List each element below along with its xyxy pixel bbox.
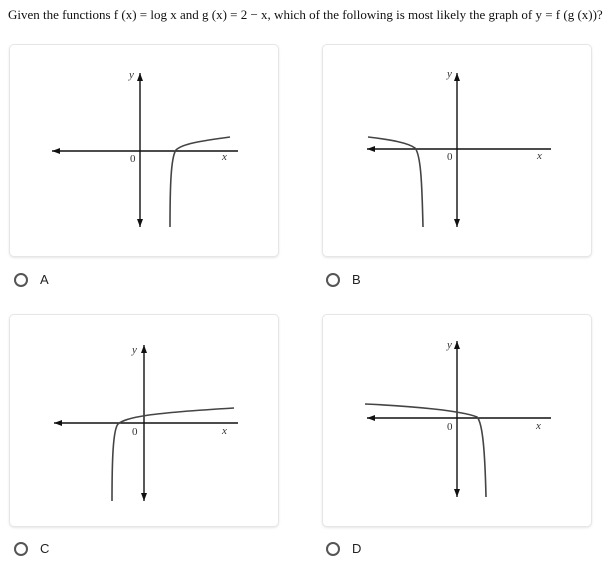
graph-a: [10, 45, 278, 256]
axes: [367, 341, 551, 497]
graph-card-d[interactable]: [323, 315, 591, 526]
question-text: Given the functions f (x) = log x and g (x) = 2 − x, which of the following is most likely the graph of y = f (g (x))?: [8, 7, 603, 22]
option-d-label: D: [352, 541, 362, 556]
option-b-label: B: [352, 272, 361, 287]
radio-b[interactable]: [326, 273, 340, 287]
y-axis-label: y: [132, 344, 137, 356]
origin-label: 0: [447, 421, 453, 433]
radio-a[interactable]: [14, 273, 28, 287]
option-c[interactable]: [14, 541, 49, 556]
curve-b: [368, 137, 423, 227]
graph-card-b[interactable]: [323, 45, 591, 256]
origin-label: 0: [132, 426, 138, 438]
graph-b: [323, 45, 591, 256]
axes: [54, 345, 238, 501]
y-axis-label: y: [447, 68, 452, 80]
x-axis-label: x: [537, 150, 542, 162]
curve-c: [112, 408, 234, 501]
graph-d: [323, 315, 591, 526]
y-axis-label: y: [129, 69, 134, 81]
x-axis-label: x: [222, 151, 227, 163]
radio-c[interactable]: [14, 542, 28, 556]
axes: [367, 73, 551, 227]
axes: [52, 73, 238, 227]
option-d[interactable]: [326, 541, 361, 556]
origin-label: 0: [130, 153, 136, 165]
graph-card-a[interactable]: [10, 45, 278, 256]
x-axis-label: x: [222, 425, 227, 437]
x-axis-label: x: [536, 420, 541, 432]
graph-c: [10, 315, 278, 526]
option-a[interactable]: [14, 272, 49, 287]
option-c-label: C: [40, 541, 50, 556]
graph-card-c[interactable]: [10, 315, 278, 526]
option-a-label: A: [40, 272, 49, 287]
origin-label: 0: [447, 151, 453, 163]
option-b[interactable]: [326, 272, 361, 287]
radio-d[interactable]: [326, 542, 340, 556]
y-axis-label: y: [447, 339, 452, 351]
